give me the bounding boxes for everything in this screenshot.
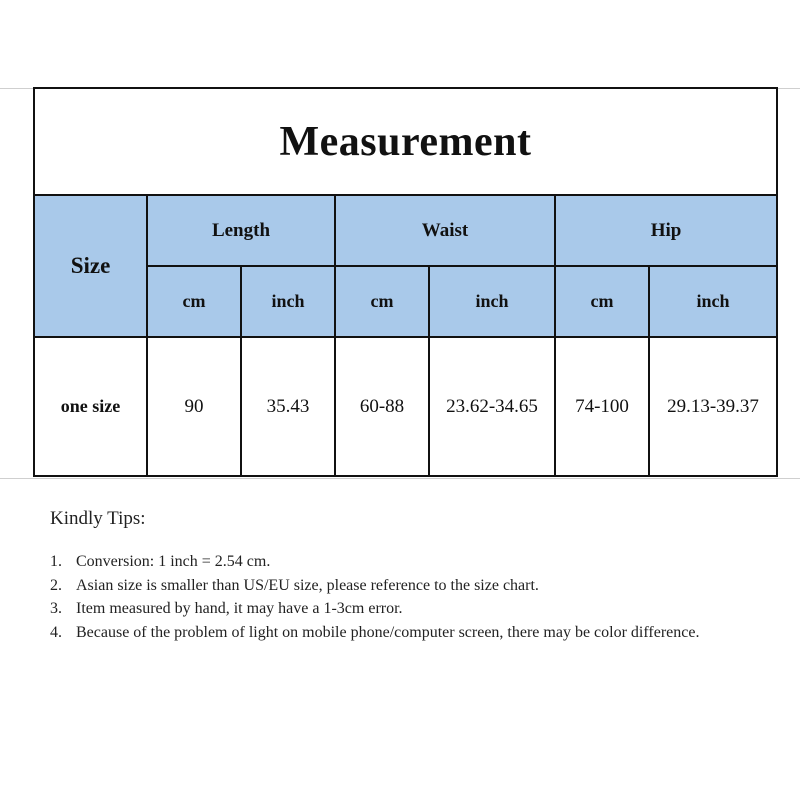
tips-title: Kindly Tips: bbox=[50, 508, 146, 529]
length-inch-header: inch bbox=[241, 266, 335, 337]
hip-inch-header: inch bbox=[649, 266, 777, 337]
tip-text: Because of the problem of light on mobile phone/computer screen, there may be color difference. bbox=[76, 623, 700, 641]
waist-cm-header: cm bbox=[335, 266, 429, 337]
kindly-tips bbox=[50, 508, 770, 644]
list-item bbox=[50, 574, 770, 598]
tips-list bbox=[50, 550, 770, 644]
tip-number: 1. bbox=[50, 553, 62, 570]
waist-cm-value: 60-88 bbox=[335, 337, 429, 476]
tip-number: 2. bbox=[50, 576, 62, 594]
hip-inch-value: 29.13-39.37 bbox=[649, 337, 777, 476]
tip-text: Item measured by hand, it may have a 1-3cm error. bbox=[76, 600, 403, 617]
length-header: Length bbox=[147, 195, 335, 266]
title-row bbox=[34, 88, 777, 195]
list-item bbox=[50, 597, 770, 621]
hip-cm-header: cm bbox=[555, 266, 649, 337]
tip-text: Asian size is smaller than US/EU size, please reference to the size chart. bbox=[76, 576, 539, 594]
length-cm-value: 90 bbox=[147, 337, 241, 476]
waist-header: Waist bbox=[335, 195, 555, 266]
table-row bbox=[34, 337, 777, 476]
tip-number: 3. bbox=[50, 600, 62, 617]
size-header: Size bbox=[34, 195, 147, 337]
waist-inch-header: inch bbox=[429, 266, 555, 337]
hip-cm-value: 74-100 bbox=[555, 337, 649, 476]
size-chart-table bbox=[33, 87, 778, 477]
waist-inch-value: 23.62-34.65 bbox=[429, 337, 555, 476]
table-title: Measurement bbox=[34, 88, 777, 195]
tip-number: 4. bbox=[50, 623, 62, 641]
list-item bbox=[50, 621, 770, 645]
group-header-row bbox=[34, 195, 777, 266]
bottom-divider bbox=[0, 478, 800, 479]
list-item bbox=[50, 550, 770, 574]
row-size-label: one size bbox=[34, 337, 147, 476]
length-inch-value: 35.43 bbox=[241, 337, 335, 476]
length-cm-header: cm bbox=[147, 266, 241, 337]
hip-header: Hip bbox=[555, 195, 777, 266]
tip-text: Conversion: 1 inch = 2.54 cm. bbox=[76, 553, 271, 570]
